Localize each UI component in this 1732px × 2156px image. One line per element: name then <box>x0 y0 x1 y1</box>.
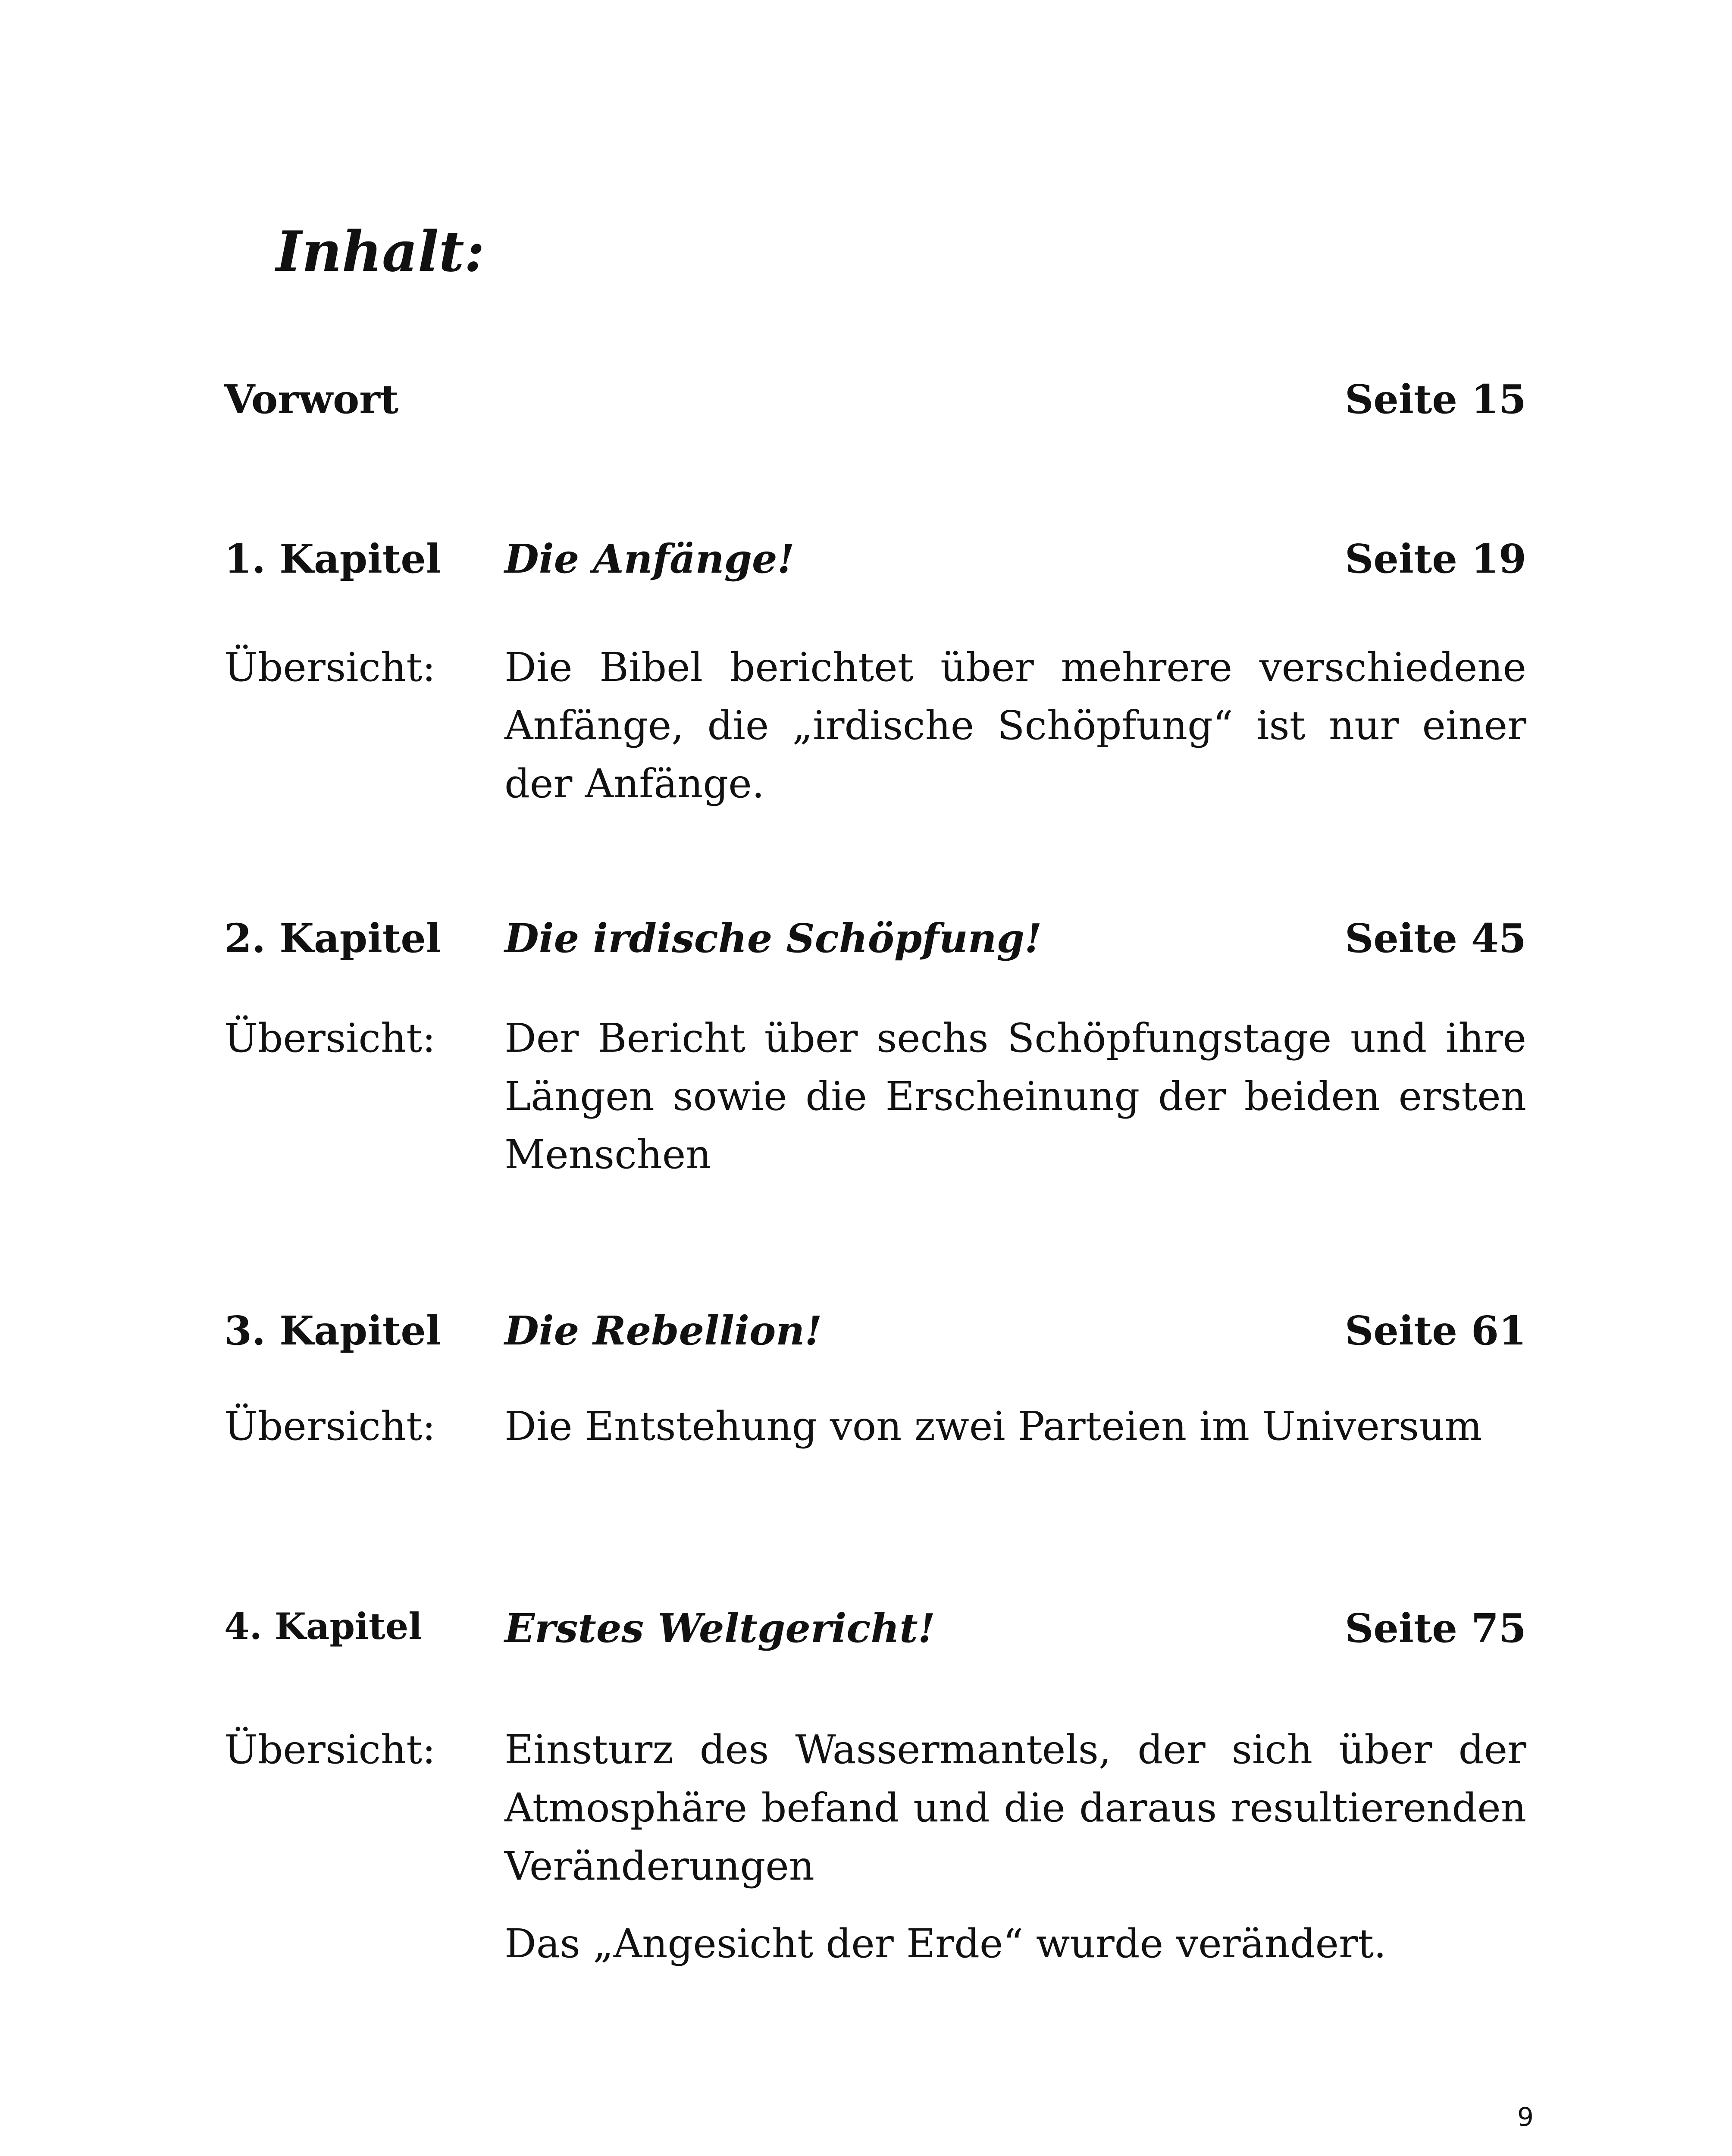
overview-label: Übersicht: <box>224 1727 436 1773</box>
overview-label: Übersicht: <box>224 644 436 690</box>
toc-entry-chapter-3 <box>224 1307 1526 1367</box>
chapter-page: Seite 75 <box>1344 1605 1526 1651</box>
overview-paragraph: Die Entstehung von zwei Parteien im Universum <box>504 1403 1482 1449</box>
overview-text <box>504 638 1526 813</box>
chapter-title: Die Anfänge! <box>504 536 795 582</box>
overview-paragraph: Die Bibel berichtet über mehrere verschiedene Anfänge, die „irdische Schöpfung“ ist nur einer der Anfänge. <box>504 644 1526 807</box>
toc-entry-label: Vorwort <box>224 376 399 423</box>
overview-text <box>504 1720 1526 1973</box>
chapter-page: Seite 61 <box>1344 1307 1526 1354</box>
toc-entry-preface <box>224 376 1526 436</box>
toc-entry-chapter-1 <box>224 536 1526 595</box>
chapter-page: Seite 19 <box>1344 536 1526 582</box>
chapter-label: 3. Kapitel <box>224 1307 441 1354</box>
chapter-label: 4. Kapitel <box>224 1605 423 1648</box>
overview-paragraph-extra: Das „Angesicht der Erde“ wurde verändert. <box>504 1921 1387 1967</box>
overview-text <box>504 1397 1526 1455</box>
toc-entry-chapter-2 <box>224 915 1526 975</box>
overview-paragraph: Einsturz des Wassermantels, der sich über der Atmosphäre befand und die daraus resultierenden Veränderungen <box>504 1727 1526 1889</box>
toc-entry-page: Seite 15 <box>1344 376 1526 423</box>
chapter-label: 1. Kapitel <box>224 536 441 582</box>
overview-text <box>504 1009 1526 1184</box>
page-heading: Inhalt: <box>276 219 485 284</box>
toc-entry-chapter-4 <box>224 1605 1526 1664</box>
page-number: 9 <box>1517 2102 1534 2132</box>
chapter-title: Die Rebellion! <box>504 1307 822 1354</box>
chapter-title: Die irdische Schöpfung! <box>504 915 1042 962</box>
chapter-label: 2. Kapitel <box>224 915 441 962</box>
overview-label: Übersicht: <box>224 1403 436 1449</box>
chapter-title: Erstes Weltgericht! <box>504 1605 936 1651</box>
overview-label: Übersicht: <box>224 1015 436 1061</box>
chapter-page: Seite 45 <box>1344 915 1526 962</box>
overview-paragraph: Der Bericht über sechs Schöpfungstage und ihre Längen sowie die Erscheinung der beiden ersten Menschen <box>504 1015 1526 1178</box>
